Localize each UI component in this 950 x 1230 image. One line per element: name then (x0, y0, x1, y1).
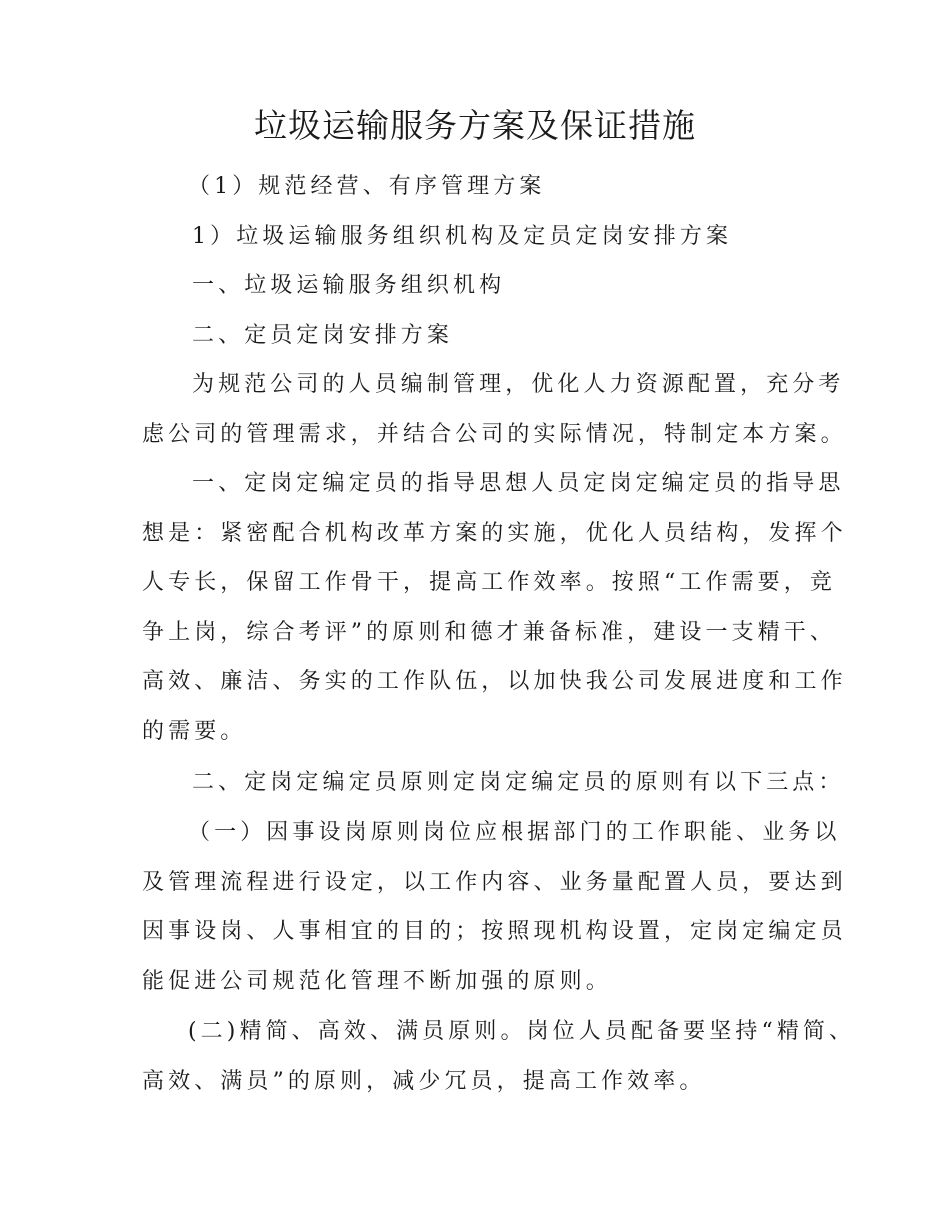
paragraph-guiding-thought (142, 459, 847, 756)
paragraph-section-heading (142, 162, 822, 212)
paragraph-line: 为规范公司的人员编制管理，优化人力资源配置，充分考 (192, 372, 845, 397)
paragraph-line: (二)精简、高效、满员原则。岗位人员配备要坚持“精简、 (188, 1019, 856, 1044)
paragraph-line: 想是：紧密配合机构改革方案的实施，优化人员结构，发挥个 (142, 520, 847, 546)
paragraph-line: 能促进公司规范化管理不断加强的原则。 (142, 968, 612, 994)
paragraph-line: 争上岗，综合考评”的原则和德才兼备标准，建设一支精干、 (142, 619, 836, 645)
document-title: 垃圾运输服务方案及保证措施 (254, 106, 696, 145)
paragraph-line: 高效、廉洁、务实的工作队伍，以加快我公司发展进度和工作 (142, 669, 847, 694)
paragraph-heading-staffing (142, 311, 822, 361)
paragraph-line: 一、垃圾运输服务组织机构 (192, 273, 506, 298)
paragraph-line: 一、定岗定编定员的指导思想人员定岗定编定员的指导思 (192, 471, 845, 496)
paragraph-principles (142, 758, 845, 808)
paragraph-line: 及管理流程进行设定，以工作内容、业务量配置人员，要达到 (142, 869, 847, 895)
paragraph-line: 二、定岗定编定员原则定岗定编定员的原则有以下三点： (192, 770, 845, 795)
paragraph-heading-org (142, 261, 822, 311)
paragraph-line: 因事设岗、人事相宜的目的；按照现机构设置，定岗定编定员 (142, 919, 847, 944)
paragraph-subsection-heading (142, 212, 822, 262)
paragraph-line: （1）规范经营、有序管理方案 (188, 174, 546, 199)
paragraph-principle-one (142, 808, 847, 1006)
paragraph-principle-two (142, 1007, 856, 1106)
paragraph-line: 二、定员定岗安排方案 (192, 323, 454, 348)
paragraph-line: 高效、满员”的原则，减少冗员，提高工作效率。 (142, 1068, 706, 1094)
paragraph-line: 虑公司的管理需求，并结合公司的实际情况，特制定本方案。 (142, 421, 847, 447)
paragraph-intro (142, 360, 847, 459)
paragraph-line: 人专长，保留工作骨干，提高工作效率。按照“工作需要，竞 (142, 570, 836, 595)
paragraph-line: （一）因事设岗原则岗位应根据部门的工作职能、业务以 (188, 820, 841, 845)
paragraph-line: 的需要。 (142, 718, 247, 744)
paragraph-line: 1）垃圾运输服务组织机构及定员定岗安排方案 (192, 224, 733, 249)
